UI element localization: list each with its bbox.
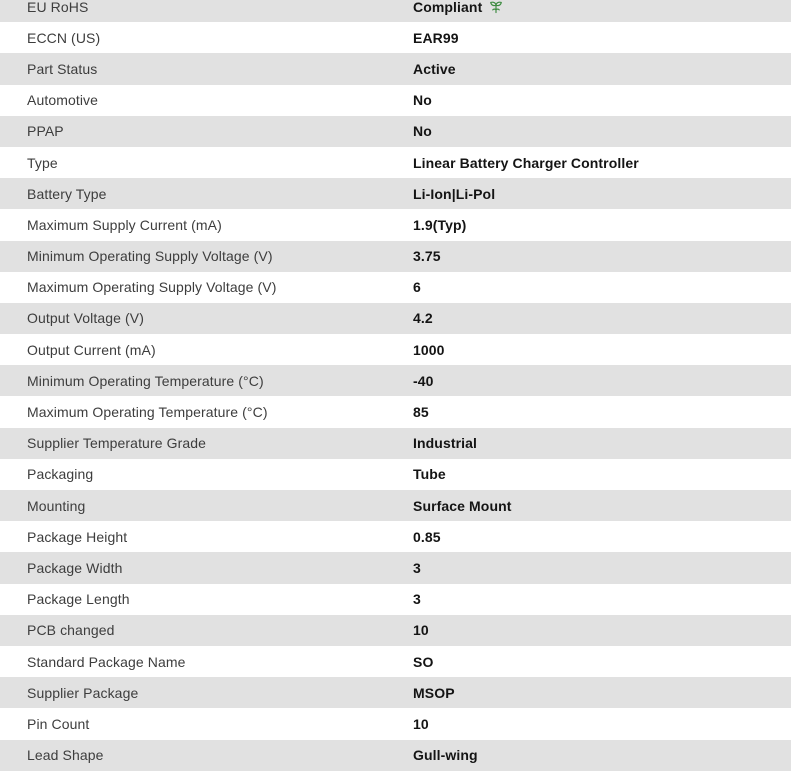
spec-row	[0, 178, 791, 209]
spec-label: Maximum Operating Temperature (°C)	[27, 404, 268, 421]
spec-row	[0, 428, 791, 459]
spec-label: Package Length	[27, 591, 130, 608]
spec-label: Minimum Operating Supply Voltage (V)	[27, 248, 273, 265]
spec-row	[0, 303, 791, 334]
spec-value	[413, 747, 791, 763]
spec-row	[0, 209, 791, 240]
spec-row	[0, 22, 791, 53]
spec-value-text: 1.9(Typ)	[413, 216, 467, 233]
spec-value-text: Linear Battery Charger Controller	[413, 154, 639, 171]
spec-value-text: Compliant	[413, 0, 483, 15]
spec-label: Lead Shape	[27, 747, 104, 764]
spec-row	[0, 116, 791, 147]
spec-value	[413, 0, 791, 15]
spec-row	[0, 272, 791, 303]
spec-label: Part Status	[27, 60, 98, 77]
spec-value-text: No	[413, 92, 432, 109]
spec-value-text: 1000	[413, 341, 445, 358]
spec-label: Automotive	[27, 92, 99, 109]
spec-label: Output Current (mA)	[27, 341, 156, 358]
spec-label: Output Voltage (V)	[27, 310, 144, 327]
spec-value	[413, 654, 791, 670]
spec-value-text: 3	[413, 559, 421, 576]
spec-value-text: 3	[413, 591, 421, 608]
spec-label: Minimum Operating Temperature (°C)	[27, 372, 264, 389]
spec-label: Supplier Package	[27, 684, 139, 701]
spec-value-text: Li-Ion|Li-Pol	[413, 185, 496, 202]
spec-value-text: EAR99	[413, 29, 459, 46]
spec-row	[0, 646, 791, 677]
spec-row	[0, 53, 791, 84]
leaf-icon	[489, 0, 503, 14]
spec-row	[0, 241, 791, 272]
spec-row	[0, 708, 791, 739]
spec-value-text: Gull-wing	[413, 747, 478, 764]
spec-value-text: MSOP	[413, 684, 455, 701]
spec-value	[413, 123, 791, 139]
spec-row	[0, 365, 791, 396]
spec-value	[413, 279, 791, 295]
spec-row	[0, 85, 791, 116]
spec-row	[0, 490, 791, 521]
spec-row	[0, 396, 791, 427]
spec-value	[413, 498, 791, 514]
spec-value	[413, 435, 791, 451]
spec-row	[0, 459, 791, 490]
spec-value	[413, 92, 791, 108]
spec-row	[0, 584, 791, 615]
spec-label: Type	[27, 154, 58, 171]
spec-value	[413, 404, 791, 420]
spec-value-text: -40	[413, 372, 434, 389]
spec-label: Package Width	[27, 559, 123, 576]
spec-value	[413, 310, 791, 326]
spec-row	[0, 0, 791, 22]
spec-value-text: Active	[413, 60, 456, 77]
spec-row	[0, 740, 791, 771]
spec-value	[413, 466, 791, 482]
spec-value-text: Tube	[413, 466, 446, 483]
spec-value-text: No	[413, 123, 432, 140]
spec-value	[413, 30, 791, 46]
spec-label: PCB changed	[27, 622, 115, 639]
spec-row	[0, 677, 791, 708]
spec-value	[413, 217, 791, 233]
spec-label: Supplier Temperature Grade	[27, 435, 206, 452]
spec-value	[413, 560, 791, 576]
spec-row	[0, 334, 791, 365]
spec-value-text: 85	[413, 404, 429, 421]
spec-row	[0, 552, 791, 583]
spec-value	[413, 685, 791, 701]
spec-label: Maximum Supply Current (mA)	[27, 216, 222, 233]
spec-value	[413, 529, 791, 545]
spec-value	[413, 373, 791, 389]
spec-value-text: 10	[413, 715, 429, 732]
spec-value	[413, 622, 791, 638]
spec-value-text: 4.2	[413, 310, 433, 327]
spec-value-text: Surface Mount	[413, 497, 512, 514]
spec-row	[0, 521, 791, 552]
spec-value-text: Industrial	[413, 435, 478, 452]
spec-value	[413, 155, 791, 171]
spec-label: Package Height	[27, 528, 128, 545]
spec-label: EU RoHS	[27, 0, 89, 15]
spec-value-text: 3.75	[413, 248, 441, 265]
spec-row	[0, 615, 791, 646]
spec-value-text: SO	[413, 653, 434, 670]
spec-label: Mounting	[27, 497, 86, 514]
spec-value	[413, 61, 791, 77]
spec-label: PPAP	[27, 123, 64, 140]
spec-value	[413, 186, 791, 202]
spec-value-text: 10	[413, 622, 429, 639]
spec-label: Packaging	[27, 466, 94, 483]
spec-value	[413, 591, 791, 607]
spec-label: Pin Count	[27, 715, 90, 732]
spec-value	[413, 342, 791, 358]
spec-value	[413, 248, 791, 264]
spec-label: ECCN (US)	[27, 29, 101, 46]
spec-row	[0, 147, 791, 178]
spec-label: Maximum Operating Supply Voltage (V)	[27, 279, 277, 296]
spec-value-text: 6	[413, 279, 421, 296]
spec-value	[413, 716, 791, 732]
spec-value-text: 0.85	[413, 528, 441, 545]
spec-label: Battery Type	[27, 185, 107, 202]
spec-label: Standard Package Name	[27, 653, 186, 670]
